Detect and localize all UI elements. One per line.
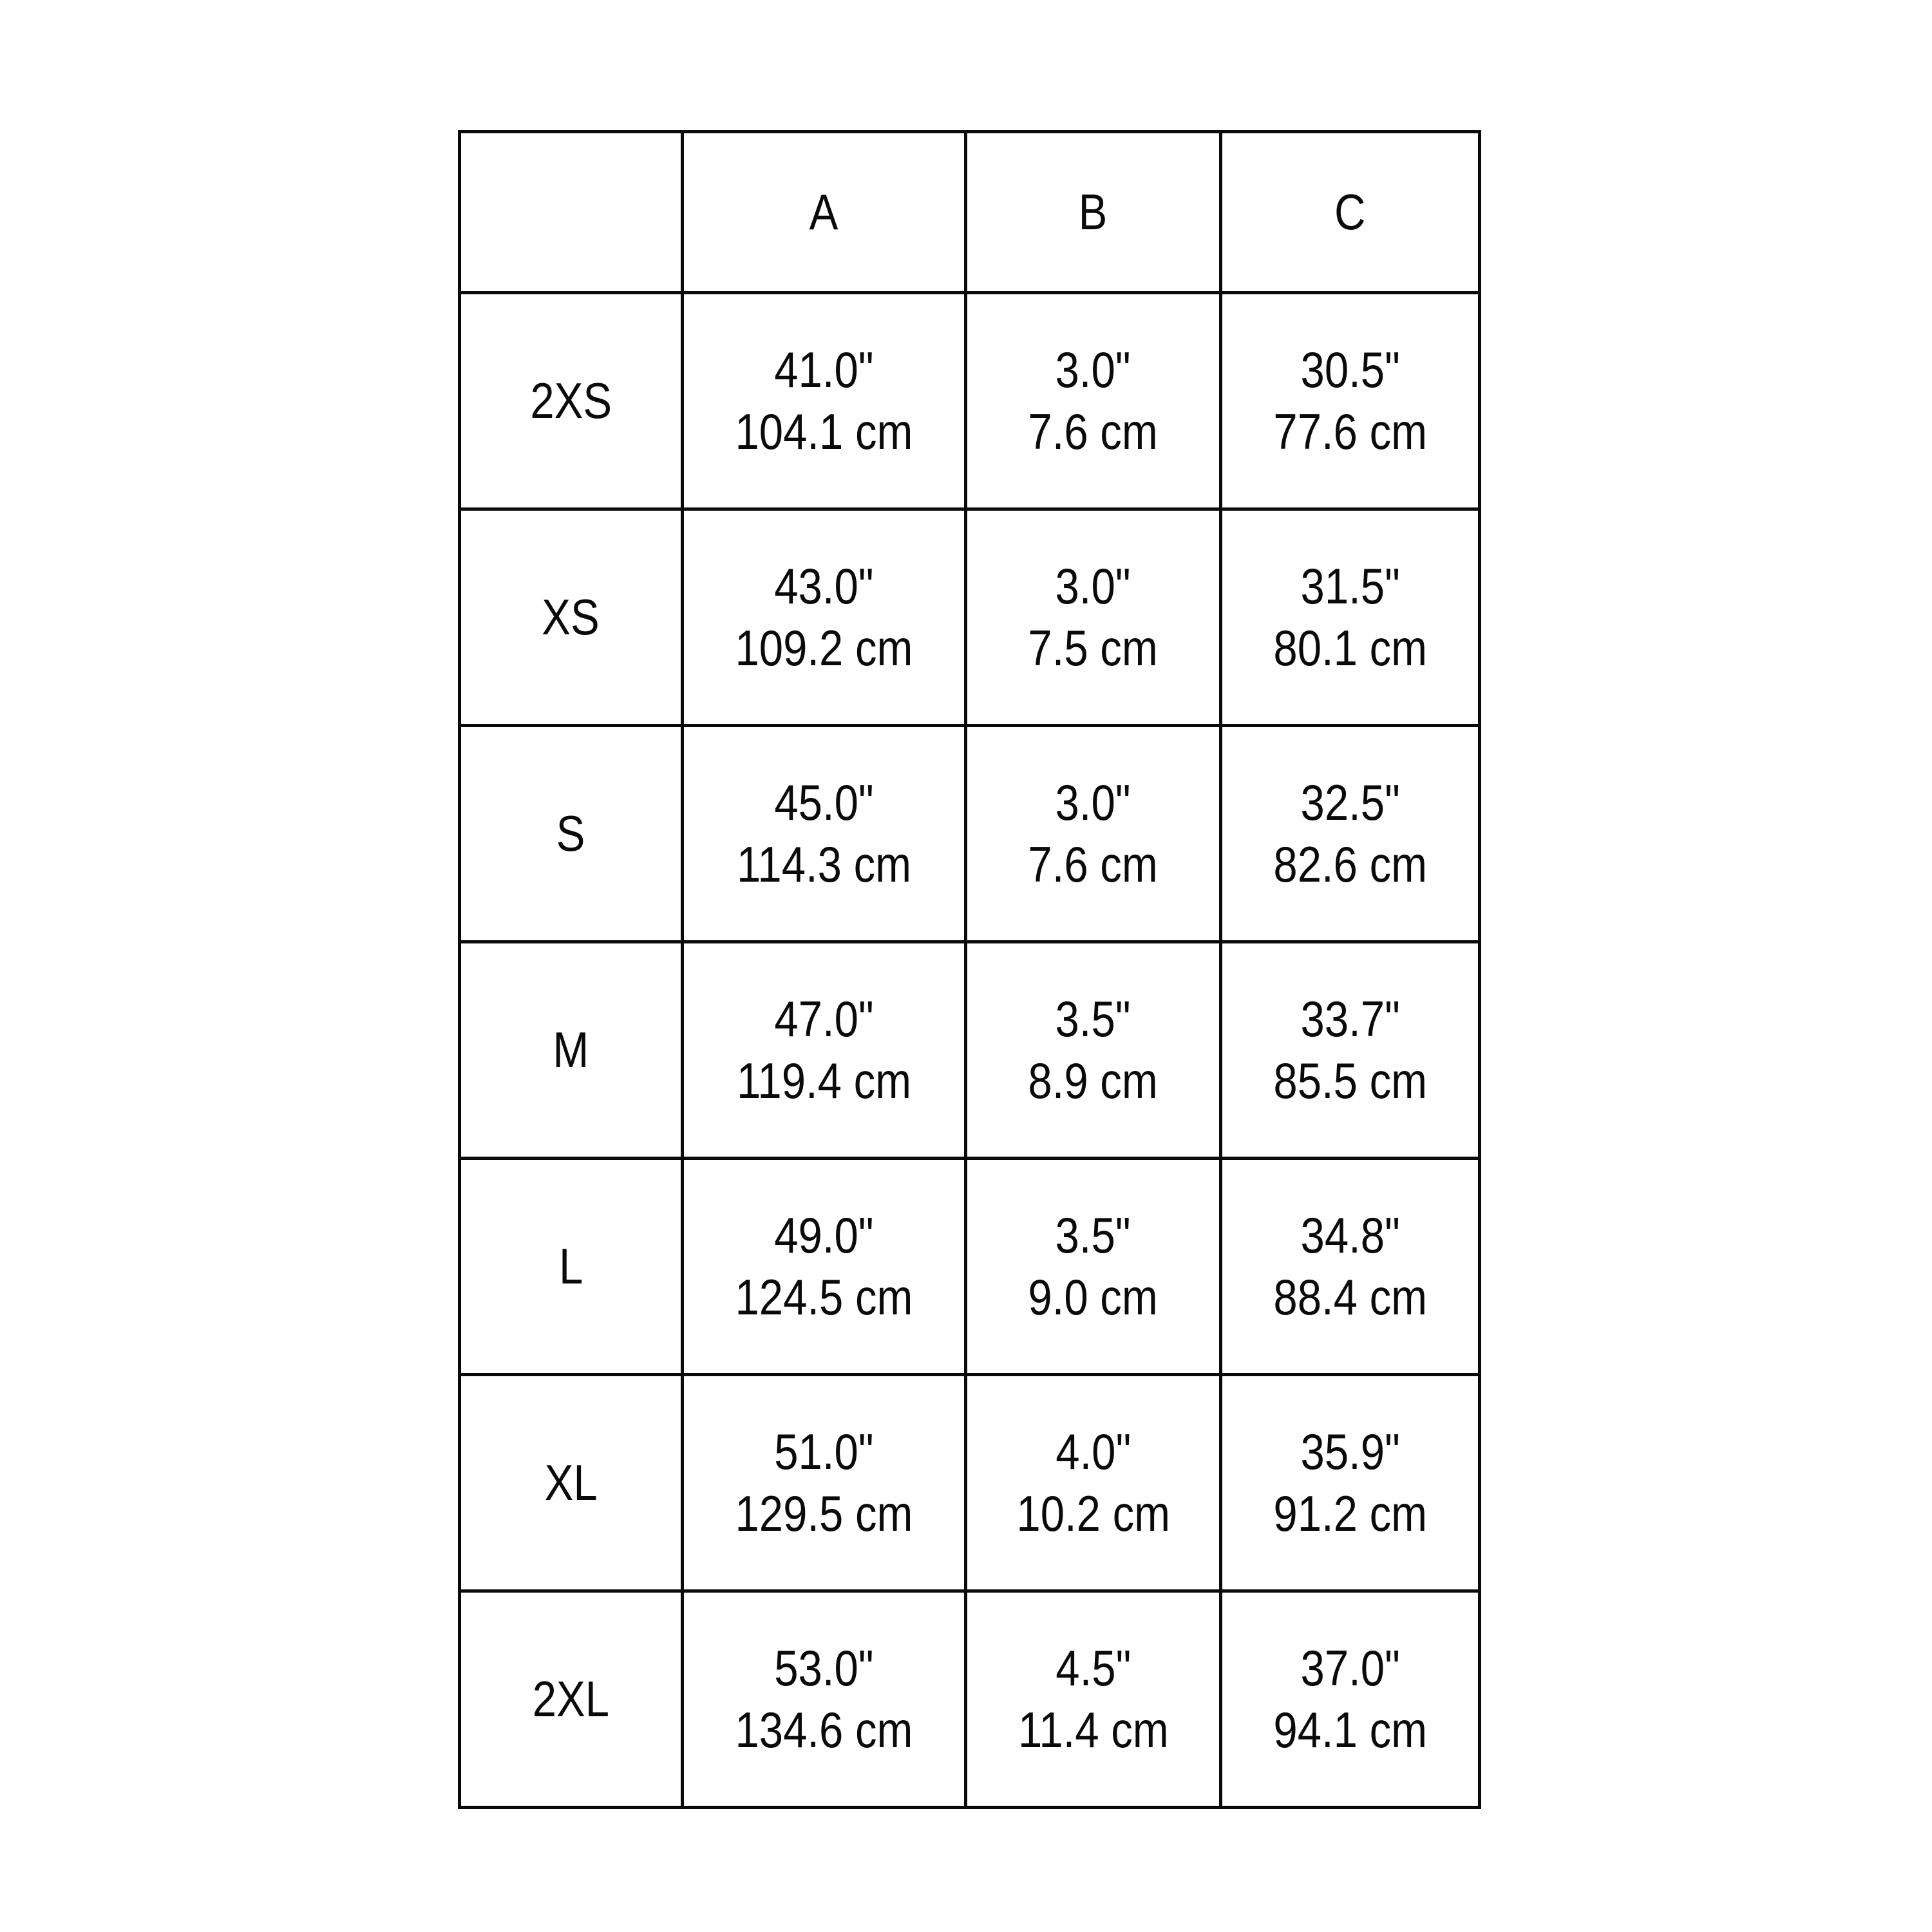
value-cm: 7.5 cm — [1028, 619, 1159, 676]
value-cm: 85.5 cm — [1273, 1052, 1427, 1109]
cell-m-a — [683, 942, 966, 1159]
value-inches: 47.0" — [774, 990, 874, 1048]
cell-xl-c — [1221, 1375, 1480, 1591]
value-inches: 4.5" — [1055, 1640, 1132, 1697]
table-row-xs — [460, 509, 1480, 726]
cell-xl-a — [683, 1375, 966, 1591]
cell-m-b — [966, 942, 1221, 1159]
cell-l-b — [966, 1159, 1221, 1375]
column-header-c — [1221, 132, 1480, 293]
column-header-a-label: A — [810, 183, 838, 240]
value-inches: 30.5" — [1300, 341, 1400, 399]
value-inches: 45.0" — [774, 774, 874, 831]
value-cm: 119.4 cm — [737, 1052, 911, 1109]
value-cm: 9.0 cm — [1028, 1268, 1159, 1325]
cell-l-a — [683, 1159, 966, 1375]
row-label-m — [460, 942, 683, 1159]
value-inches: 33.7" — [1300, 990, 1400, 1048]
cell-xs-c — [1221, 509, 1480, 726]
size-label: 2XS — [530, 372, 612, 429]
size-label: M — [553, 1021, 589, 1078]
value-inches: 32.5" — [1300, 774, 1400, 831]
column-header-a — [683, 132, 966, 293]
cell-xs-b — [966, 509, 1221, 726]
value-cm: 91.2 cm — [1273, 1484, 1427, 1542]
value-cm: 134.6 cm — [735, 1701, 913, 1758]
value-inches: 31.5" — [1300, 558, 1400, 615]
value-cm: 77.6 cm — [1273, 402, 1427, 460]
cell-2xs-a — [683, 293, 966, 509]
value-cm: 8.9 cm — [1028, 1052, 1159, 1109]
value-cm: 7.6 cm — [1028, 835, 1159, 893]
cell-2xs-c — [1221, 293, 1480, 509]
value-inches: 35.9" — [1300, 1423, 1400, 1481]
value-cm: 80.1 cm — [1273, 619, 1427, 676]
value-inches: 3.5" — [1055, 1207, 1132, 1264]
column-header-b-label: B — [1079, 183, 1108, 240]
value-inches: 3.0" — [1055, 774, 1132, 831]
value-cm: 88.4 cm — [1273, 1268, 1427, 1325]
cell-s-b — [966, 726, 1221, 942]
corner-cell — [460, 132, 683, 293]
size-label: XS — [542, 588, 600, 645]
value-inches: 41.0" — [774, 341, 874, 399]
value-inches: 4.0" — [1055, 1423, 1132, 1481]
value-inches: 3.0" — [1055, 341, 1132, 399]
table-row-s — [460, 726, 1480, 942]
table-row-l — [460, 1159, 1480, 1375]
value-cm: 104.1 cm — [735, 402, 913, 460]
value-cm: 10.2 cm — [1016, 1484, 1170, 1542]
row-label-xl — [460, 1375, 683, 1591]
row-label-s — [460, 726, 683, 942]
cell-2xl-c — [1221, 1591, 1480, 1808]
value-inches: 53.0" — [774, 1640, 874, 1697]
column-header-c-label: C — [1334, 183, 1366, 240]
value-cm: 124.5 cm — [735, 1268, 913, 1325]
value-inches: 3.0" — [1055, 558, 1132, 615]
table-row-2xl — [460, 1591, 1480, 1808]
value-inches: 3.5" — [1055, 990, 1132, 1048]
cell-m-c — [1221, 942, 1480, 1159]
cell-s-a — [683, 726, 966, 942]
value-cm: 129.5 cm — [735, 1484, 913, 1542]
value-cm: 94.1 cm — [1273, 1701, 1427, 1758]
cell-l-c — [1221, 1159, 1480, 1375]
cell-s-c — [1221, 726, 1480, 942]
size-chart-table — [458, 130, 1481, 1809]
value-inches: 34.8" — [1300, 1207, 1400, 1264]
row-label-2xs — [460, 293, 683, 509]
table-row-xl — [460, 1375, 1480, 1591]
table-row-m — [460, 942, 1480, 1159]
cell-2xl-b — [966, 1591, 1221, 1808]
size-label: L — [558, 1237, 583, 1294]
value-inches: 49.0" — [774, 1207, 874, 1264]
size-label: XL — [544, 1454, 598, 1511]
cell-xl-b — [966, 1375, 1221, 1591]
size-label: 2XL — [532, 1670, 610, 1727]
row-label-2xl — [460, 1591, 683, 1808]
column-header-b — [966, 132, 1221, 293]
row-label-l — [460, 1159, 683, 1375]
row-label-xs — [460, 509, 683, 726]
cell-xs-a — [683, 509, 966, 726]
value-inches: 43.0" — [774, 558, 874, 615]
value-cm: 109.2 cm — [735, 619, 913, 676]
value-cm: 7.6 cm — [1028, 402, 1159, 460]
value-inches: 37.0" — [1300, 1640, 1400, 1697]
table-row-2xs — [460, 293, 1480, 509]
cell-2xs-b — [966, 293, 1221, 509]
size-label: S — [556, 804, 585, 862]
value-cm: 82.6 cm — [1273, 835, 1427, 893]
value-inches: 51.0" — [774, 1423, 874, 1481]
value-cm: 11.4 cm — [1018, 1701, 1169, 1758]
header-row — [460, 132, 1480, 293]
value-cm: 114.3 cm — [737, 835, 911, 893]
cell-2xl-a — [683, 1591, 966, 1808]
